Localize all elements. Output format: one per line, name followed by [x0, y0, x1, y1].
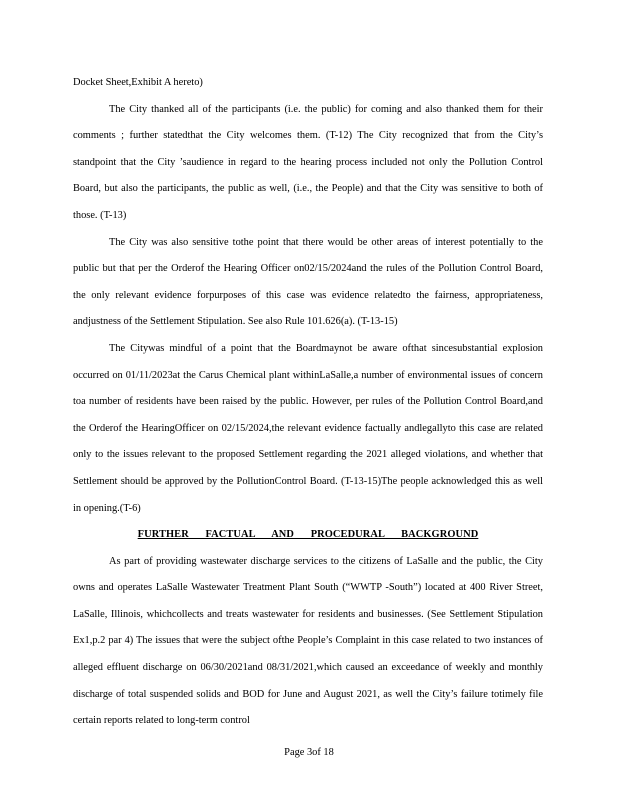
- paragraph-wastewater-services: As part of providing wastewater discharge services to the citizens of LaSalle and the public, the City owns and operates LaSalle Wastewater Treatment Plant South (“WWTP -South”) located at 400 River Street, LaSalle, Illinois, whichcollects and treats wastewater for residents and businesses. (See Settlement Stipulation Ex1,p.2 par 4) The issues that were the subject ofthe People’s Complaint in this case related to two instances of alleged effluent discharge on 06/30/2021and 08/31/2021,which caused an exceedance of weekly and monthly discharge of total suspended solids and BOD for June and August 2021, as well the City’s failure totimely file certain reports related to long-term control: [73, 555, 543, 727]
- page-number-footer: Page 3of 18: [284, 747, 334, 758]
- continuation-paragraph: Docket Sheet,Exhibit A hereto): [73, 77, 203, 88]
- paragraph-city-mindful: The Citywas mindful of a point that the Boardmaynot be aware ofthat sincesubstantial explosion occurred on 01/11/2023at the Carus Chemical plant withinLaSalle,a number of environmental issues of concern toa number of residents have been raised by the public. However, per rules of the Pollution Control Board,and the Orderof the HearingOfficer on 02/15/2024,the relevant evidence factually andlegallyto this case are related only to the issues relevant to the proposed Settlement regarding the 2021 alleged violations, and whether that Settlement should be approved by the PollutionControl Board. (T-13-15)The people acknowledged this as well in opening.(T-6): [73, 342, 543, 514]
- section-heading: FURTHER FACTUAL AND PROCEDURAL BACKGROUND: [137, 529, 479, 541]
- document-body: [73, 70, 543, 735]
- paragraph-city-sensitive: The City was also sensitive tothe point that there would be other areas of interest potentially to the public but that per the Orderof the Hearing Officer on02/15/2024and the rules of the Pollution Control Board, the only relevant evidence forpurposes of this case was evidence relatedto the fairness, appropriateness, andjustness of the Settlement Stipulation. See also Rule 101.626(a). (T-13-15): [73, 236, 543, 328]
- paragraph-city-thanked: The City thanked all of the participants (i.e. the public) for coming and also thanked them for their comments ; further statedthat the City welcomes them. (T-12) The City recognized that from the City’s standpoint that the City ’saudience in regard to the hearing process included not only the Pollution Control Board, but also the participants, the public as well, (i.e., the People) and that the City was sensitive to both of those. (T-13): [73, 103, 543, 221]
